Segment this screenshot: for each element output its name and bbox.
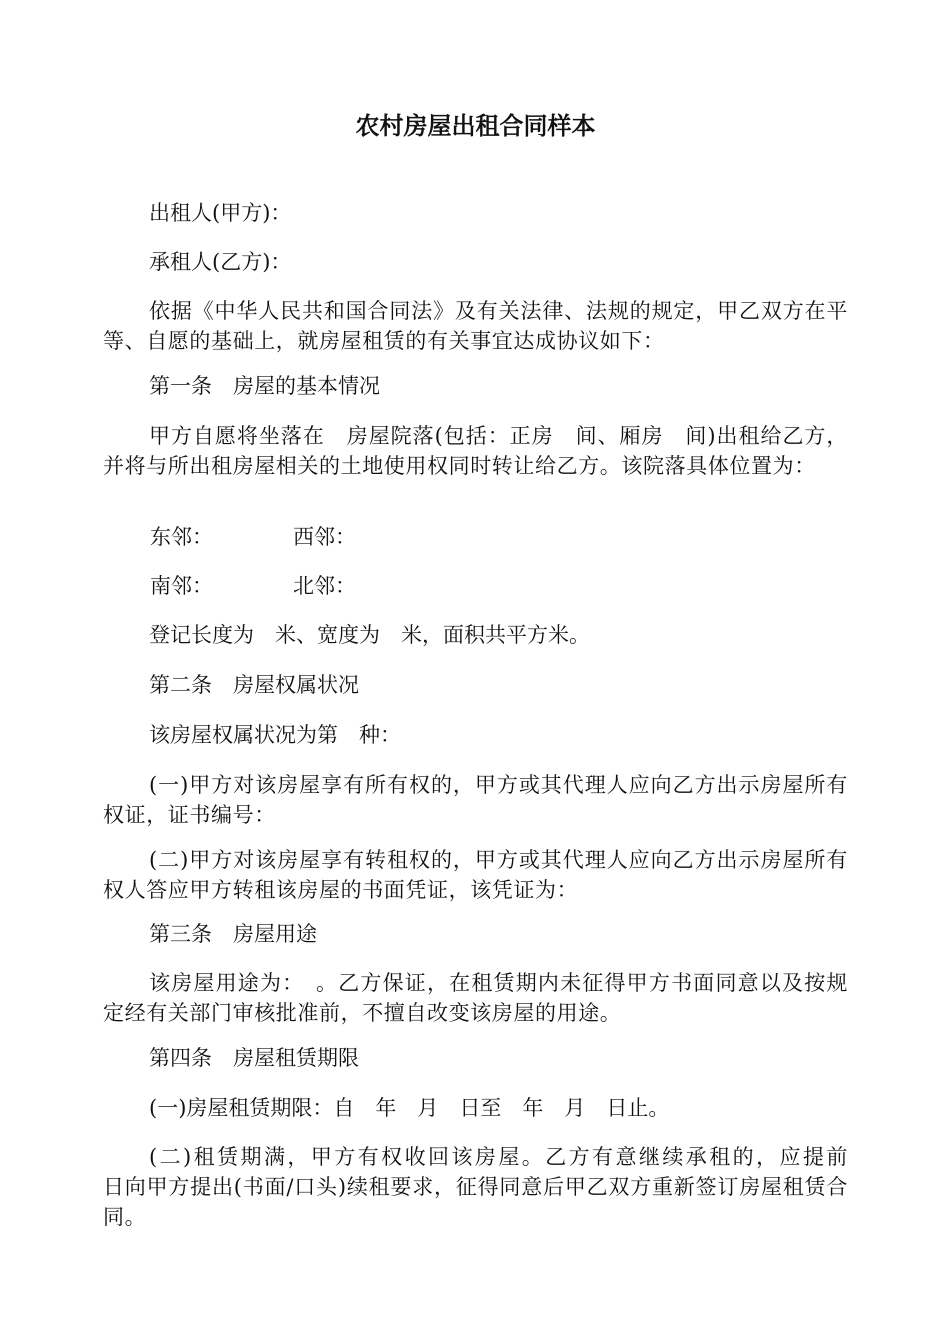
east-neighbor-label: 东邻： bbox=[150, 525, 213, 549]
neighbors-row-south-north bbox=[150, 571, 356, 601]
article-3-body: 该房屋用途为： 。乙方保证，在租赁期内未征得甲方书面同意以及按规定经有关部门审核批准前，不擅自改变该房屋的用途。 bbox=[103, 971, 848, 1025]
article-1-heading: 第一条 房屋的基本情况 bbox=[149, 374, 380, 398]
west-neighbor-label: 西邻： bbox=[293, 525, 356, 549]
area-line: 登记长度为 米、宽度为 米，面积共平方米。 bbox=[149, 623, 590, 647]
article-4-heading: 第四条 房屋租赁期限 bbox=[149, 1046, 359, 1070]
article-3-heading: 第三条 房屋用途 bbox=[149, 922, 317, 946]
lessor-line: 出租人(甲方)： bbox=[149, 201, 292, 225]
article-4-item-2: (二)租赁期满，甲方有权收回该房屋。乙方有意继续承租的，应提前 日向甲方提出(书面/口头)续租要求，征得同意后甲乙双方重新签订房屋租赁合同。 bbox=[103, 1145, 892, 1229]
article-2-heading: 第二条 房屋权属状况 bbox=[149, 673, 359, 697]
article-2-item-1: (一)甲方对该房屋享有所有权的，甲方或其代理人应向乙方出示房屋所有权证，证书编号： bbox=[103, 773, 848, 827]
preamble-paragraph: 依据《中华人民共和国合同法》及有关法律、法规的规定，甲乙双方在平等、自愿的基础上，就房屋租赁的有关事宜达成协议如下： bbox=[103, 299, 848, 353]
article-1-body: 甲方自愿将坐落在 房屋院落(包括：正房 间、厢房 间)出租给乙方，并将与所出租房屋相关的土地使用权同时转让给乙方。该院落具体位置为： bbox=[103, 424, 848, 478]
neighbors-row-east-west bbox=[150, 522, 356, 552]
article-4-item-1: (一)房屋租赁期限：自 年 月 日至 年 月 日止。 bbox=[149, 1096, 670, 1120]
article-2-type-line: 该房屋权属状况为第 种： bbox=[149, 723, 401, 747]
document-title: 农村房屋出租合同样本 bbox=[355, 112, 596, 140]
north-neighbor-label: 北邻： bbox=[293, 574, 356, 598]
article-2-item-2: (二)甲方对该房屋享有转租权的，甲方或其代理人应向乙方出示房屋所有权人答应甲方转租该房屋的书面凭证，该凭证为： bbox=[103, 848, 848, 902]
south-neighbor-label: 南邻： bbox=[150, 574, 213, 598]
lessee-line: 承租人(乙方)： bbox=[149, 250, 292, 274]
